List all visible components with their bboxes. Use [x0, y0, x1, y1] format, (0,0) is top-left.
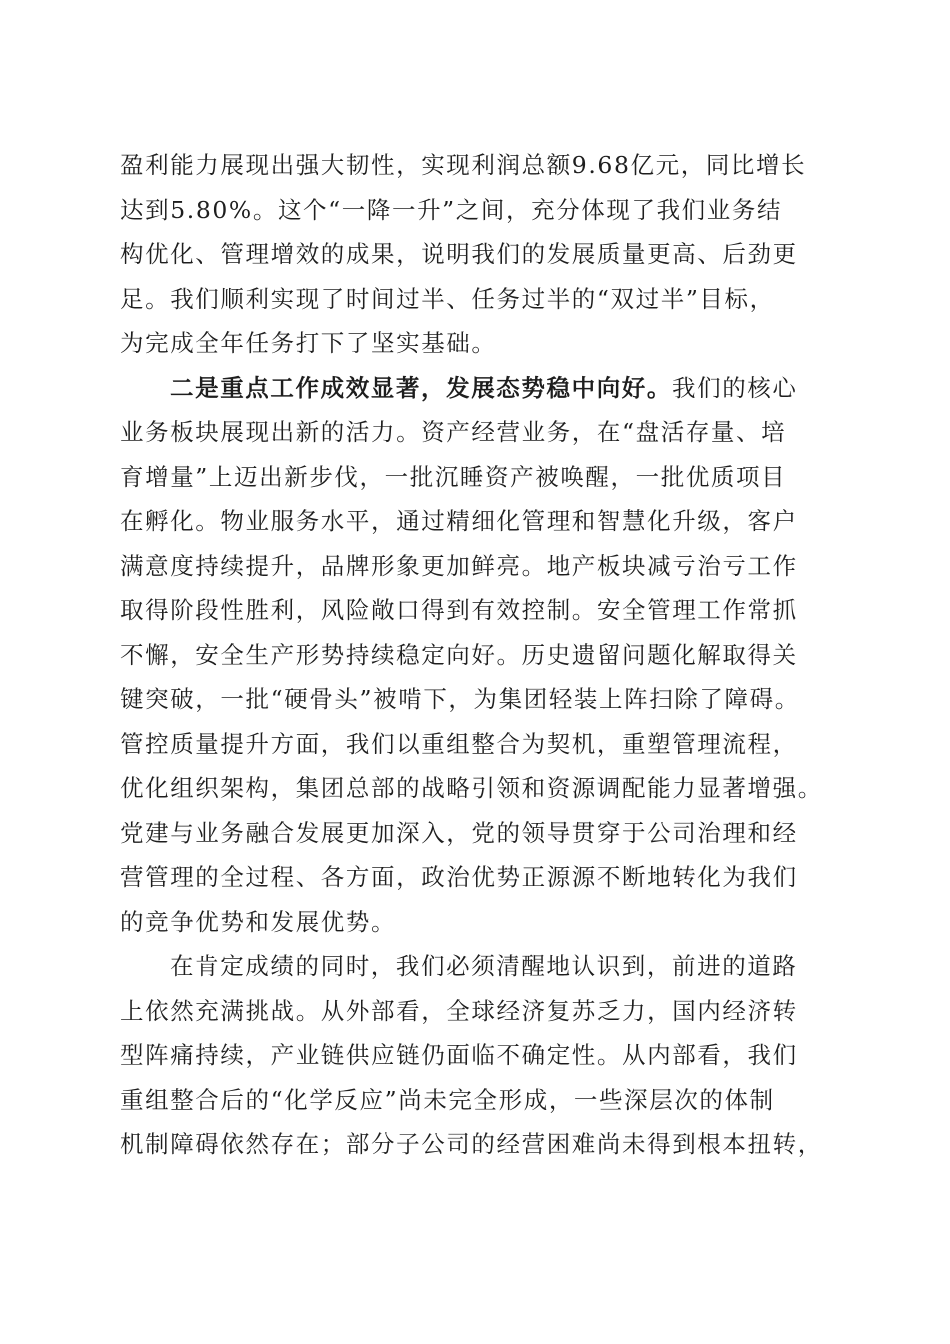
text-line: 取得阶段性胜利，风险敞口得到有效控制。安全管理工作常抓	[120, 596, 798, 624]
text-line: 育增量”上迈出新步伐，一批沉睡资产被唤醒，一批优质项目	[120, 462, 787, 491]
text-line: 的竞争优势和发展优势。	[120, 907, 397, 936]
text-line: 业务板块展现出新的活力。资产经营业务，在“盘活存量、培	[120, 418, 787, 446]
body-text	[120, 143, 832, 1167]
text-span: 我们的核心	[672, 373, 798, 402]
paragraph-start-line: 在肯定成绩的同时，我们必须清醒地认识到，前进的道路	[170, 952, 798, 980]
paragraph-start-line	[120, 366, 832, 411]
text-line: 足。我们顺利实现了时间过半、任务过半的“双过半”目标，	[120, 284, 775, 313]
text-line: 构优化、管理增效的成果，说明我们的发展质量更高、后劲更	[120, 240, 798, 268]
text-line: 达到5.80%。这个“一降一升”之间，充分体现了我们业务结	[120, 195, 783, 224]
text-line: 优化组织架构，集团总部的战略引领和资源调配能力显著增强。	[120, 774, 823, 802]
text-line: 不懈，安全生产形势持续稳定向好。历史遗留问题化解取得关	[120, 640, 798, 669]
text-line: 重组整合后的“化学反应”尚未完全形成，一些深层次的体制	[120, 1085, 775, 1114]
text-line: 型阵痛持续，产业链供应链仍面临不确定性。从内部看，我们	[120, 1041, 798, 1069]
text-line: 在孵化。物业服务水平，通过精细化管理和智慧化升级，客户	[120, 507, 798, 535]
text-line: 盈利能力展现出强大韧性，实现利润总额9.68亿元，同比增长	[120, 151, 807, 179]
text-line: 上依然充满挑战。从外部看，全球经济复苏乏力，国内经济转	[120, 996, 798, 1025]
bold-heading: 二是重点工作成效显著，发展态势稳中向好。	[170, 373, 672, 402]
text-line: 机制障碍依然存在；部分子公司的经营困难尚未得到根本扭转，	[120, 1130, 823, 1158]
text-line: 键突破，一批“硬骨头”被啃下，为集团轻装上阵扫除了障碍。	[120, 685, 800, 713]
text-line: 满意度持续提升，品牌形象更加鲜亮。地产板块减亏治亏工作	[120, 551, 798, 580]
text-line: 管控质量提升方面，我们以重组整合为契机，重塑管理流程，	[120, 729, 798, 758]
text-line: 营管理的全过程、各方面，政治优势正源源不断地转化为我们	[120, 863, 798, 891]
text-line: 为完成全年任务打下了坚实基础。	[120, 329, 497, 357]
text-line: 党建与业务融合发展更加深入，党的领导贯穿于公司治理和经	[120, 818, 798, 847]
